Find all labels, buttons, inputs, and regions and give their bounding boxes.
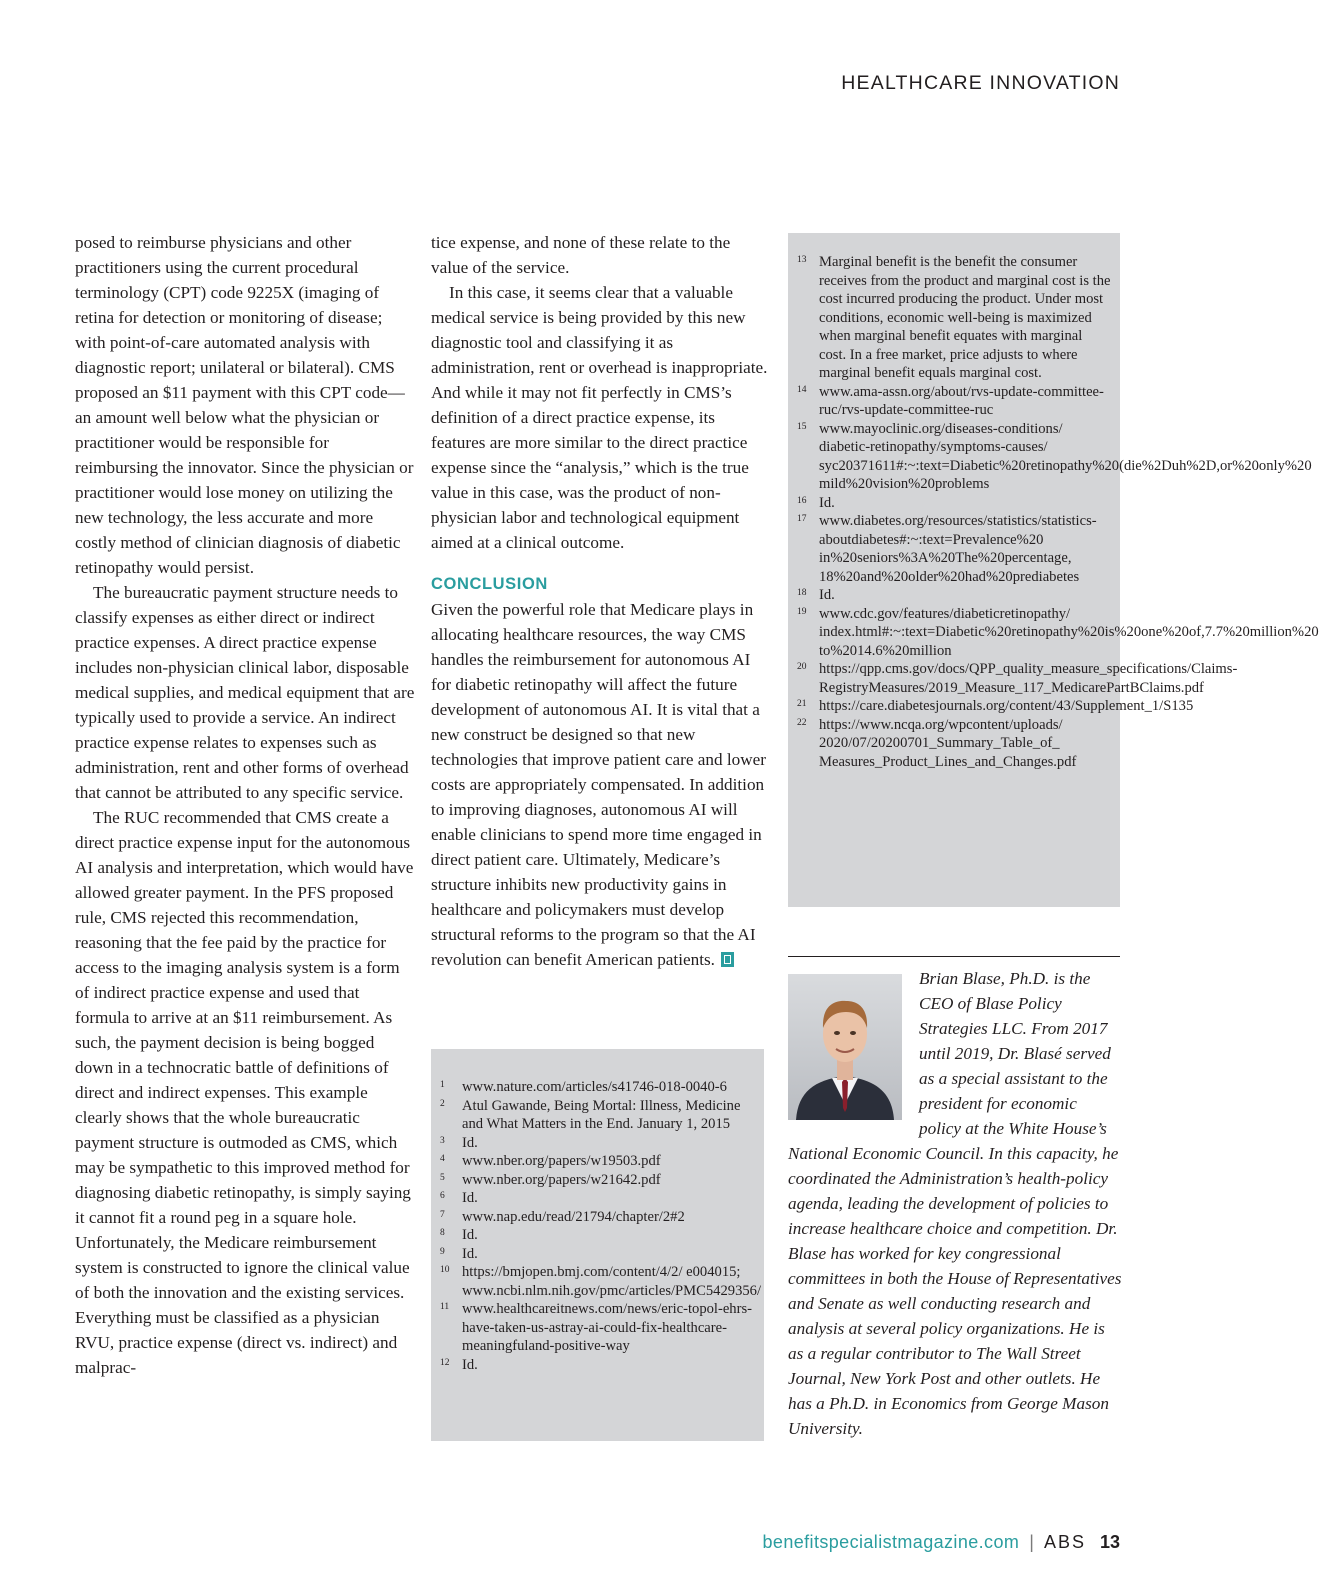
endnote-number: 9 <box>440 1246 445 1257</box>
body-paragraph: The bureaucratic payment structure needs to classify expenses as either direct or indirect practice expenses. A direct practice expense includes non-physician clinical labor, disposable medical supplies, and medical equipment that are typically used to provide a service. An indirect practice expense relates to expenses such as administration, rent and other forms of overhead that cannot be attributed to any specific service. <box>75 583 415 802</box>
section-header: HEALTHCARE INNOVATION <box>841 72 1120 94</box>
endnote-text: Id. <box>462 1245 478 1262</box>
endnote-text: Id. <box>462 1227 478 1243</box>
endnote-number: 1 <box>440 1080 445 1090</box>
endnote-number: 6 <box>440 1191 445 1201</box>
endnote-item <box>440 1300 756 1356</box>
endnote-number: 2 <box>440 1098 445 1109</box>
article-column-1 <box>75 230 415 1380</box>
endnote-item <box>440 1245 756 1264</box>
endnote-item <box>797 586 1112 605</box>
endnote-number: 17 <box>797 514 807 524</box>
author-bio <box>788 966 1122 1441</box>
endnote-number: 5 <box>440 1172 445 1183</box>
endnote-item <box>797 253 1112 383</box>
author-portrait-image <box>788 974 902 1120</box>
endnote-item <box>440 1171 756 1190</box>
endnote-number: 16 <box>797 495 807 506</box>
footer-publication: ABS <box>1043 1532 1086 1552</box>
endnote-item <box>440 1134 756 1153</box>
bio-divider <box>788 956 1120 957</box>
endnote-text: www.healthcareitnews.com/news/eric-topol-ehrs-have-taken-us-astray-ai-could-fix-healthcare-meaningfuland-positive-way <box>462 1301 753 1354</box>
conclusion-heading: CONCLUSION <box>431 575 548 593</box>
endnote-item <box>797 716 1112 772</box>
endnote-item <box>440 1226 756 1245</box>
endnote-number: 21 <box>797 699 807 709</box>
endnote-text: www.nber.org/papers/w21642.pdf <box>462 1171 661 1188</box>
endnote-number: 4 <box>440 1154 445 1164</box>
endnotes-list <box>431 1049 764 1374</box>
endnote-number: 12 <box>440 1357 450 1368</box>
endnote-item <box>797 494 1112 513</box>
endnote-text: www.nber.org/papers/w19503.pdf <box>462 1153 661 1169</box>
endnote-number: 3 <box>440 1135 445 1146</box>
endnote-number: 19 <box>797 606 807 617</box>
endnote-text: Id. <box>462 1190 478 1206</box>
endnote-text: Id. <box>819 587 835 603</box>
endnote-item <box>797 660 1238 697</box>
endnote-number: 8 <box>440 1228 445 1238</box>
author-photo <box>788 974 902 1120</box>
endnote-text: www.diabetes.org/resources/statistics/statistics-aboutdiabetes#:~:text=Prevalence%20 in%20seniors%3A%20The%20percentage, 18%20and%20older%20had%20prediabetes <box>819 513 1097 585</box>
endnote-item <box>797 383 1112 420</box>
endnote-text: www.nature.com/articles/s41746-018-0040-6 <box>462 1079 727 1095</box>
endnotes-box-left <box>431 1049 764 1441</box>
endnote-text: Id. <box>462 1356 478 1373</box>
endnote-item <box>440 1078 756 1097</box>
endnote-item <box>440 1263 762 1300</box>
endnote-item <box>440 1208 756 1227</box>
author-bio-text: Brian Blase, Ph.D. is the CEO of Blase Policy Strategies LLC. From 2017 until 2019, Dr. Blasé served as a special assistant to the president for economic policy at the White House’s National Economic Council. In this capacity, he coordinated the Administration’s health-policy agenda, leading the development of policies to increase healthcare choice and competition. Dr. Blase has worked for key congressional committees in both the House of Representatives and Senate as well conducting research and analysis at several policy organizations. He is as a regular contributor to The Wall Street Journal, New York Post and other outlets. He has a Ph.D. in Economics from George Mason University. <box>788 969 1122 1438</box>
endnote-text: Id. <box>819 494 835 511</box>
endnote-text: Marginal benefit is the benefit the consumer receives from the product and marginal cost is the cost incurred producing the product. Under most conditions, economic well-being is maximized when marginal benefit equates with marginal cost. In a free market, price adjusts to where marginal benefit equals marginal cost. <box>819 254 1111 381</box>
endnote-text: www.ama-assn.org/about/rvs-update-committee-ruc/rvs-update-committee-ruc <box>819 383 1104 418</box>
endnote-item <box>440 1152 756 1171</box>
endnote-item <box>797 697 1194 716</box>
conclusion-text: Given the powerful role that Medicare plays in allocating healthcare resources, the way CMS handles the reimbursement for autonomous AI for diabetic retinopathy will affect the future development of autonomous AI. It is vital that a new construct be designed so that new technologies that improve patient care and lower costs are appropriately compensated. In addition to improving diagnoses, autonomous AI will enable clinicians to spend more time engaged in direct patient care. Ultimately, Medicare’s structure inhibits new productivity gains in healthcare and policymakers must develop structural reforms to the program so that the AI revolution can benefit American patients. <box>431 600 767 969</box>
endnotes-box-right <box>788 233 1319 907</box>
page-number: 13 <box>1099 1532 1120 1552</box>
endnote-number: 13 <box>797 255 807 265</box>
conclusion-paragraph <box>431 597 771 972</box>
page-footer <box>763 1532 1120 1553</box>
end-of-article-icon <box>721 952 734 967</box>
body-paragraph: The RUC recommended that CMS create a direct practice expense input for the autonomous AI analysis and interpretation, which would have allowed greater payment. In the PFS proposed rule, CMS rejected this recommendation, reasoning that the fee paid by the practice for access to the imaging analysis system is a form of indirect practice expense and used that formula to arrive at an $11 reimbursement. As such, the payment decision is being bogged down in a technocratic battle of definitions of direct and indirect expenses. This example clearly shows that the whole bureaucratic payment structure is outmoded as CMS, which may be sympathetic to this improved method for diagnosing diabetic retinopathy, is simply saying it cannot fit a round peg in a square hole. Unfortunately, the Medicare reimbursement system is constructed to ignore the clinical value of both the innovation and the existing services. Everything must be classified as a physician RVU, practice expense (direct vs. indirect) and malprac- <box>75 808 414 1377</box>
endnote-number: 20 <box>797 662 807 672</box>
endnote-number: 15 <box>797 421 807 432</box>
endnote-text: Id. <box>462 1134 478 1151</box>
endnote-number: 11 <box>440 1302 450 1312</box>
endnote-item <box>440 1097 756 1134</box>
endnotes-list <box>788 233 1319 771</box>
endnote-item <box>440 1189 756 1208</box>
endnote-item <box>797 605 1319 661</box>
endnote-item <box>440 1356 756 1375</box>
endnote-number: 22 <box>797 717 807 728</box>
endnote-item <box>797 420 1312 494</box>
endnote-text: https://bmjopen.bmj.com/content/4/2/ e004015; www.ncbi.nlm.nih.gov/pmc/articles/PMC5429356/ <box>462 1264 762 1299</box>
article-column-2 <box>431 230 771 972</box>
endnote-text: Atul Gawande, Being Mortal: Illness, Medicine and What Matters in the End. January 1, 2015 <box>462 1097 741 1132</box>
endnote-text: https://qpp.cms.gov/docs/QPP_quality_measure_specifications/Claims-RegistryMeasures/2019_Measure_117_MedicarePartBClaims.pdf <box>819 661 1238 696</box>
endnote-text: www.nap.edu/read/21794/chapter/2#2 <box>462 1208 685 1225</box>
endnote-text: www.mayoclinic.org/diseases-conditions/ diabetic-retinopathy/symptoms-causes/ syc20371611#:~:text=Diabetic%20retinopathy%20(die%2Duh%2D,or%20only%20 mild%20vision%20problems <box>819 420 1312 492</box>
footer-website: benefitspecialistmagazine.com <box>762 1532 1020 1552</box>
footer-separator: | <box>1029 1532 1034 1552</box>
endnote-number: 14 <box>797 384 807 395</box>
endnote-number: 7 <box>440 1209 445 1220</box>
endnote-item <box>797 512 1112 586</box>
endnote-text: https://www.ncqa.org/wpcontent/uploads/ 2020/07/20200701_Summary_Table_of_ Measures_Product_Lines_and_Changes.pdf <box>819 716 1077 770</box>
body-paragraph: In this case, it seems clear that a valuable medical service is being provided by this new diagnostic tool and classifying it as administration, rent or overhead is inappropriate. And while it may not fit perfectly in CMS’s definition of a direct practice expense, its features are more similar to the direct practice expense since the “analysis,” which is the true value in this case, was the product of non-physician labor and technological equipment aimed at a clinical outcome. <box>431 283 768 552</box>
endnote-text: https://care.diabetesjournals.org/content/43/Supplement_1/S135 <box>819 698 1194 714</box>
endnote-text: www.cdc.gov/features/diabeticretinopathy/ index.html#:~:text=Diabetic%20retinopathy%20is%20one%20of,7.7%20million%20 to%2014.6%20million <box>819 605 1319 659</box>
endnote-number: 10 <box>440 1265 450 1275</box>
body-paragraph: tice expense, and none of these relate to the value of the service. <box>431 233 731 277</box>
body-paragraph: posed to reimburse physicians and other practitioners using the current procedural terminology (CPT) code 9225X (imaging of retina for detection or monitoring of disease; with point-of-care automated analysis with diagnostic report; unilateral or bilateral). CMS proposed an $11 payment with this CPT code—an amount well below what the physician or practitioner would be responsible for reimbursing the innovator. Since the physician or practitioner would lose money on utilizing the new technology, the less accurate and more costly method of clinician diagnosis of diabetic retinopathy would persist. <box>75 233 414 577</box>
endnote-number: 18 <box>797 588 807 598</box>
